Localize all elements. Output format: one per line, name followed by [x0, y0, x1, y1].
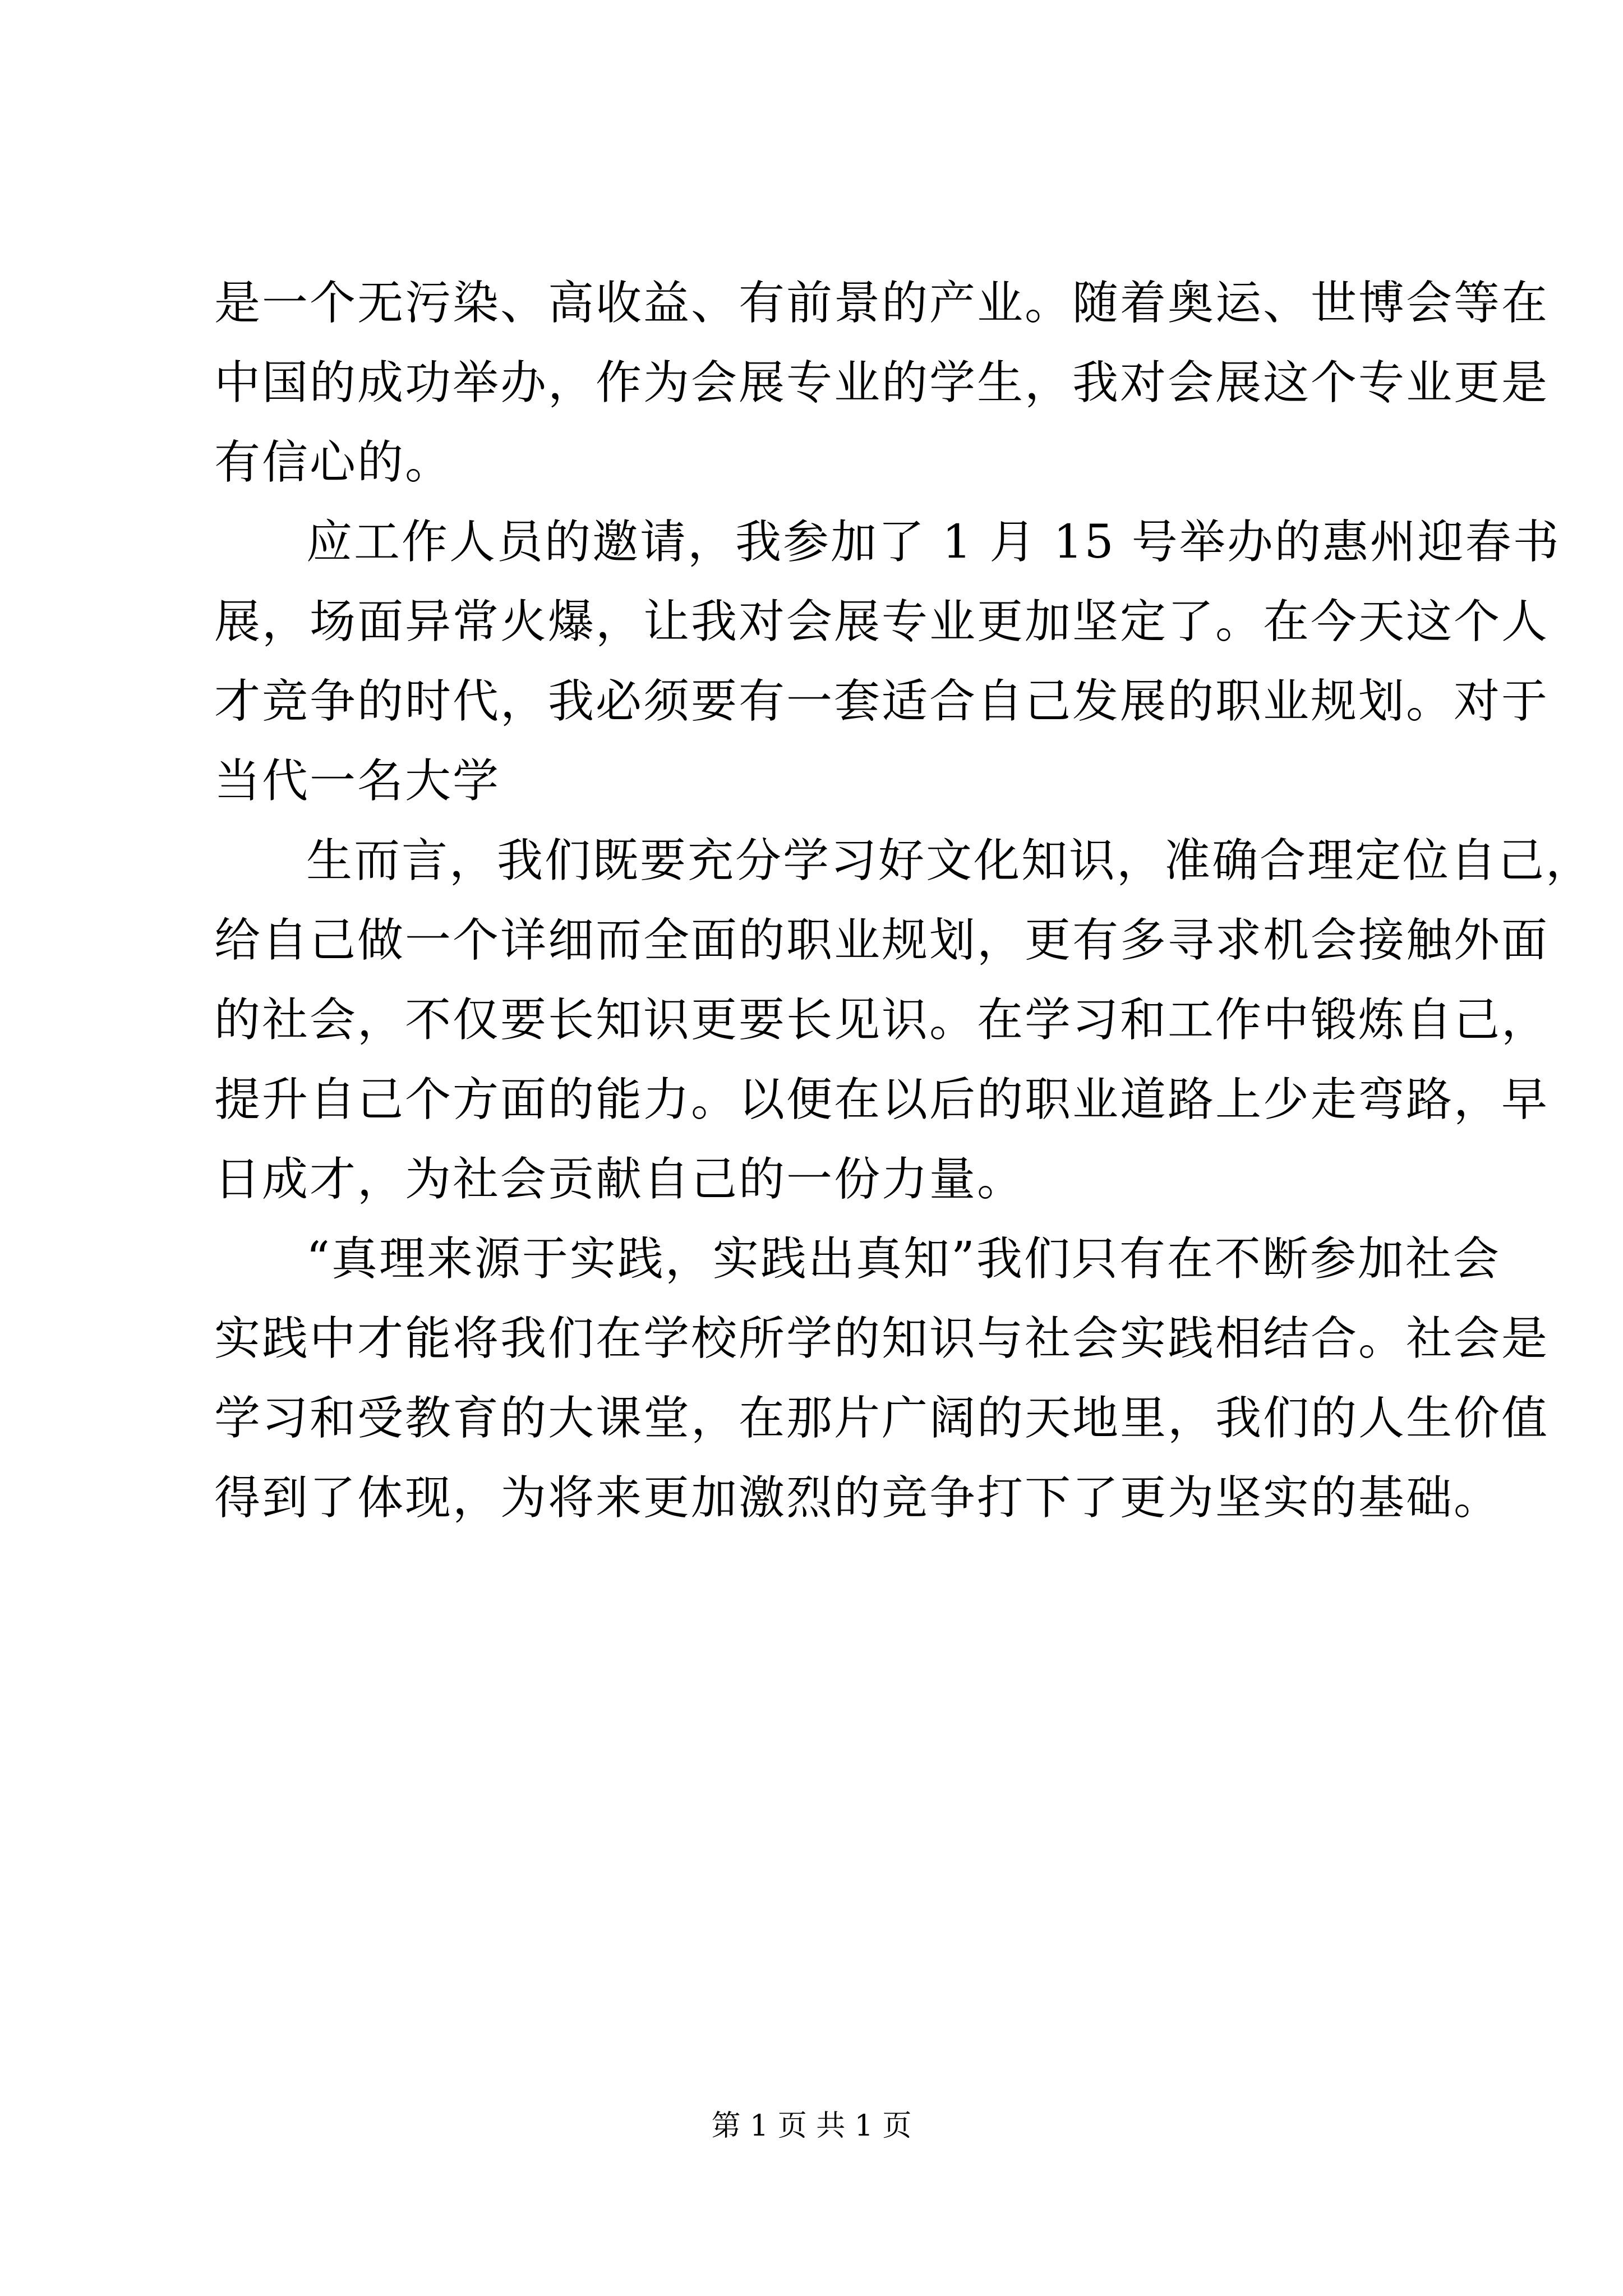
paragraph-line: 是一个无污染、高收益、有前景的产业。随着奥运、世博会等在 [214, 277, 1550, 330]
paragraph-line: 展，场面异常火爆，让我对会展专业更加坚定了。在今天这个人 [214, 595, 1550, 648]
paragraph-line: 得到了体现，为将来更加激烈的竞争打下了更为坚实的基础。 [214, 1471, 1502, 1525]
paragraph-line: 中国的成功举办，作为会展专业的学生，我对会展这个专业更是 [214, 356, 1550, 409]
paragraph-line: 当代一名大学 [214, 754, 501, 808]
page-number-footer: 第 1 页 共 1 页 [711, 2109, 912, 2143]
paragraph-line: 实践中才能将我们在学校所学的知识与社会实践相结合。社会是 [214, 1312, 1550, 1365]
paragraph-line: 学习和受教育的大课堂，在那片广阔的天地里，我们的人生价值 [214, 1392, 1550, 1445]
paragraph-line: “真理来源于实践，实践出真知”我们只有在不断参加社会 [306, 1232, 1501, 1286]
paragraph-line: 给自己做一个详细而全面的职业规划，更有多寻求机会接触外面 [214, 914, 1550, 967]
document-body [214, 264, 1594, 1538]
paragraph-line: 应工作人员的邀请，我参加了 1 月 15 号举办的惠州迎春书 [306, 516, 1561, 569]
paragraph-line: 提升自己个方面的能力。以便在以后的职业道路上少走弯路，早 [214, 1073, 1550, 1126]
paragraph-line: 日成才，为社会贡献自己的一份力量。 [214, 1153, 1025, 1206]
paragraph-line: 才竞争的时代，我必须要有一套适合自己发展的职业规划。对于 [214, 675, 1550, 728]
paragraph-line: 有信心的。 [214, 436, 453, 489]
paragraph-line: 生而言，我们既要充分学习好文化知识，准确合理定位自己， [306, 834, 1594, 887]
paragraph-line: 的社会，不仅要长知识更要长见识。在学习和工作中锻炼自己， [214, 993, 1550, 1047]
